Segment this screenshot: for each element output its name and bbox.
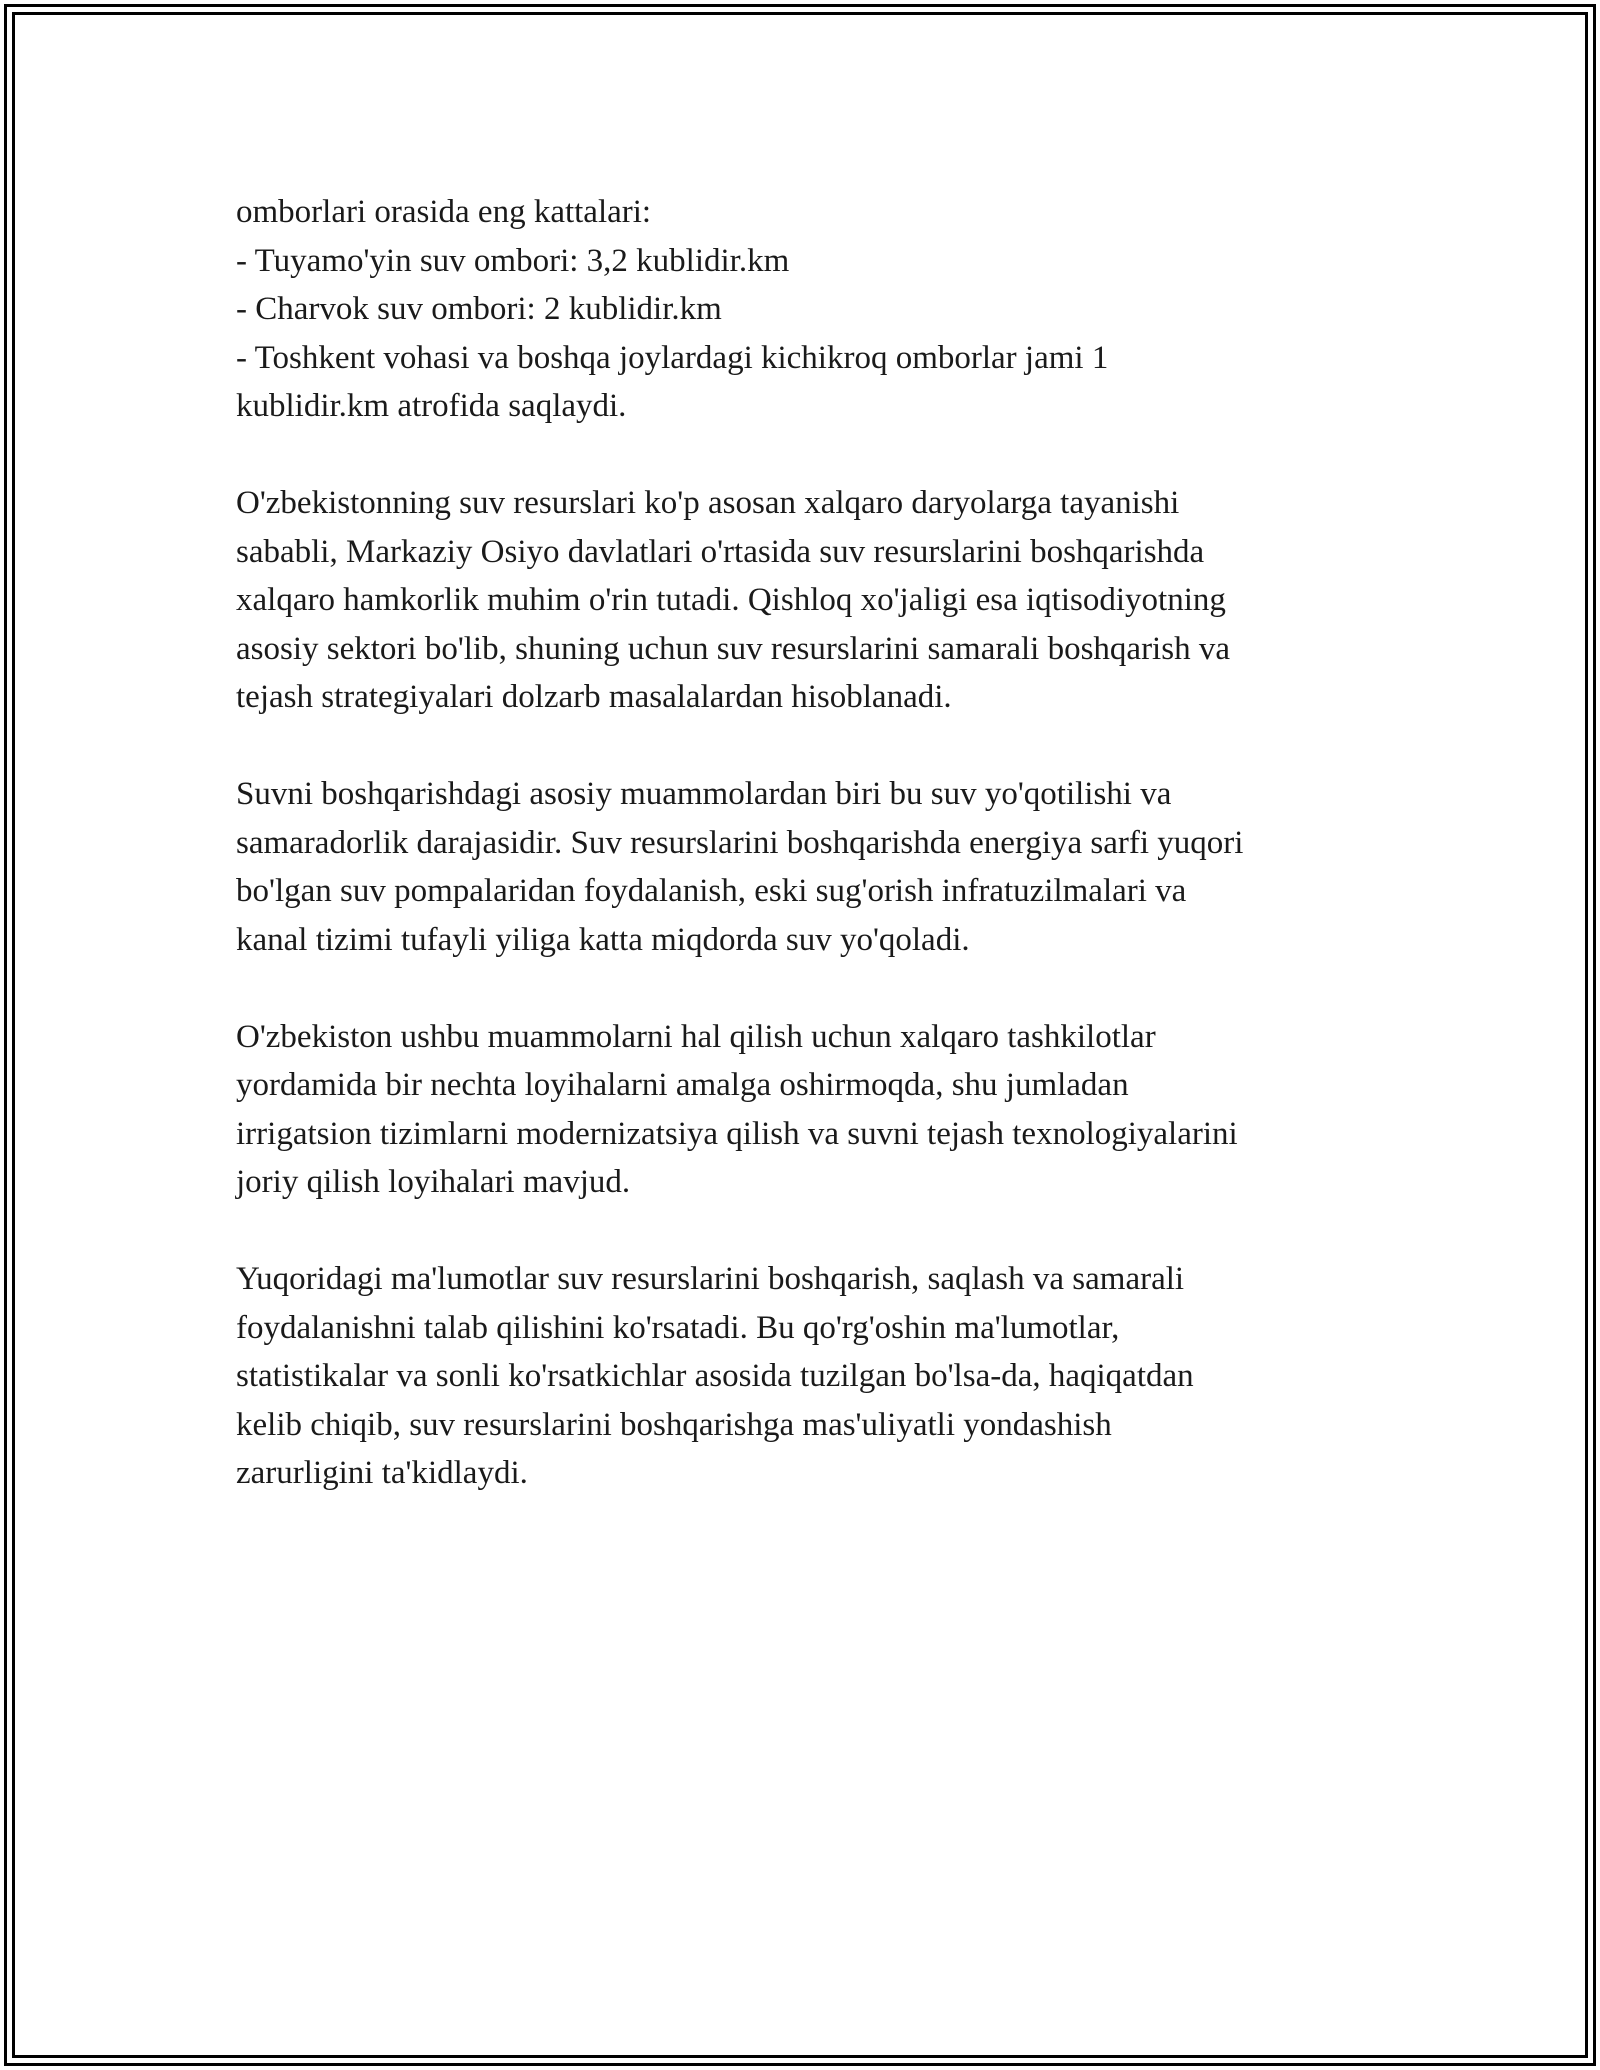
- paragraph-conclusion: [236, 1255, 1376, 1498]
- text-line: sababli, Markaziy Osiyo davlatlari o'rtasida suv resurslarini boshqarishda: [236, 533, 1205, 570]
- text-line: kelib chiqib, suv resurslarini boshqarishga mas'uliyatli yondashish: [236, 1406, 1112, 1443]
- text-line: kublidir.km atrofida saqlaydi.: [236, 388, 627, 424]
- text-line: zarurligini ta'kidlaydi.: [236, 1455, 528, 1491]
- text-line: O'zbekiston ushbu muammolarni hal qilish uchun xalqaro tashkilotlar: [236, 1018, 1156, 1055]
- text-line: bo'lgan suv pompalaridan foydalanish, eski sug'orish infratuzilmalari va: [236, 873, 1187, 909]
- list-item: - Tuyamo'yin suv ombori: 3,2 kublidir.km: [236, 242, 790, 279]
- text-line: irrigatsion tizimlarni modernizatsiya qilish va suvni tejash texnologiyalarini: [236, 1115, 1238, 1152]
- text-line: Suvni boshqarishdagi asosiy muammolardan biri bu suv yo'qotilishi va: [236, 776, 1172, 812]
- text-line: xalqaro hamkorlik muhim o'rin tutadi. Qishloq xo'jaligi esa iqtisodiyotning: [236, 582, 1226, 618]
- list-item: - Charvok suv ombori: 2 kublidir.km: [236, 291, 722, 327]
- text-line: omborlari orasida eng kattalari:: [236, 194, 652, 230]
- text-line: foydalanishni talab qilishini ko'rsatadi. Bu qo'rg'oshin ma'lumotlar,: [236, 1309, 1120, 1346]
- paragraph-international-cooperation: [236, 479, 1376, 722]
- text-line: joriy qilish loyihalari mavjud.: [236, 1164, 631, 1200]
- reservoir-list-paragraph: [236, 188, 1376, 431]
- text-line: samaradorlik darajasidir. Suv resurslarini boshqarishda energiya sarfi yuqori: [236, 824, 1244, 861]
- paragraph-projects: [236, 1013, 1376, 1207]
- text-line: asosiy sektori bo'lib, shuning uchun suv resurslarini samarali boshqarish va: [236, 630, 1230, 667]
- text-line: O'zbekistonning suv resurslari ko'p asosan xalqaro daryolarga tayanishi: [236, 485, 1180, 521]
- document-body: [236, 188, 1376, 1546]
- text-line: Yuqoridagi ma'lumotlar suv resurslarini boshqarish, saqlash va samarali: [236, 1261, 1185, 1297]
- text-line: yordamida bir nechta loyihalarni amalga oshirmoqda, shu jumladan: [236, 1067, 1129, 1103]
- text-line: tejash strategiyalari dolzarb masalalardan hisoblanadi.: [236, 679, 952, 715]
- text-line: kanal tizimi tufayli yiliga katta miqdorda suv yo'qoladi.: [236, 921, 970, 958]
- paragraph-water-loss: [236, 770, 1376, 964]
- text-line: statistikalar va sonli ko'rsatkichlar asosida tuzilgan bo'lsa-da, haqiqatdan: [236, 1358, 1194, 1394]
- list-item: - Toshkent vohasi va boshqa joylardagi kichikroq omborlar jami 1: [236, 339, 1109, 376]
